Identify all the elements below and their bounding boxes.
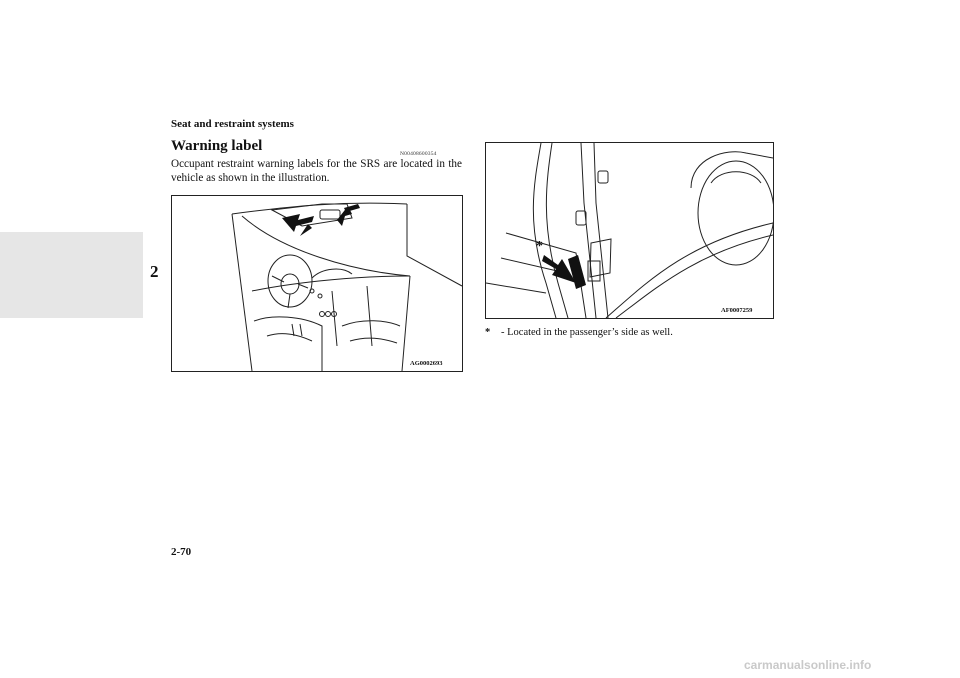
door-pillar-label-illustration xyxy=(486,143,773,318)
figure-code-left: AG0002693 xyxy=(410,360,443,367)
page-number: 2-70 xyxy=(171,546,192,558)
chapter-number: 2 xyxy=(150,262,159,281)
chapter-tab xyxy=(0,232,143,318)
figure-dashboard xyxy=(171,195,463,372)
figure-door-pillar xyxy=(485,142,774,319)
asterisk-marker: * xyxy=(536,239,543,254)
watermark-link[interactable]: carmanualsonline.info xyxy=(744,658,872,672)
section-title: Warning label xyxy=(171,138,263,154)
footnote-text: - Located in the passenger’s side as well. xyxy=(501,327,673,338)
section-body: Occupant restraint warning labels for the SRS are located in the vehicle as shown in the illustration. xyxy=(171,158,462,184)
dashboard-sun-visor-illustration xyxy=(172,196,462,371)
figure-code-right: AF0007259 xyxy=(721,307,753,314)
section-code: N00408600354 xyxy=(400,151,437,157)
footnote xyxy=(485,327,673,338)
running-header: Seat and restraint systems xyxy=(171,118,294,130)
footnote-star: * xyxy=(485,327,491,338)
